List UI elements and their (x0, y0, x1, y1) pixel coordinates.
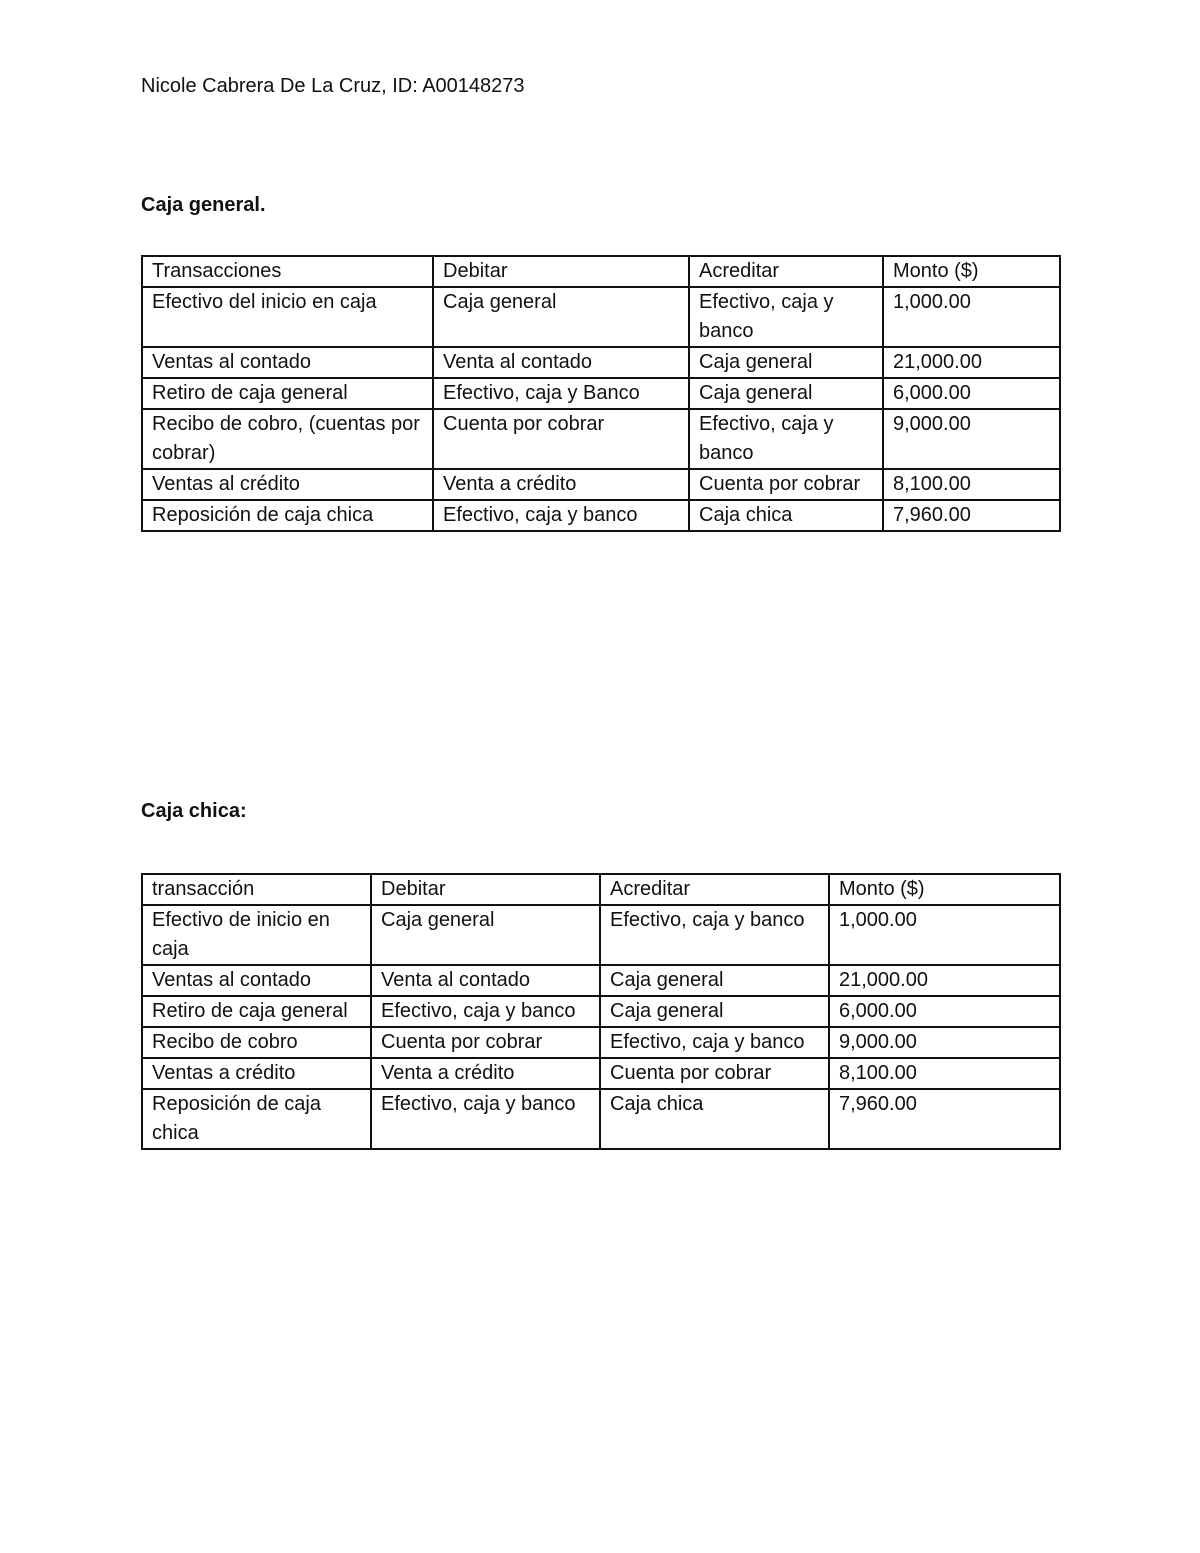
table-cell: 1,000.00 (883, 287, 1060, 347)
table-cell: 7,960.00 (883, 500, 1060, 531)
table-cell: Venta al contado (371, 965, 600, 996)
header-cell: Debitar (371, 874, 600, 905)
table-cell: Caja general (600, 996, 829, 1027)
table-cell: Caja general (371, 905, 600, 965)
header-cell: Debitar (433, 256, 689, 287)
table-cell: Efectivo, caja y banco (600, 1027, 829, 1058)
table-cell: Efectivo de inicio en caja (142, 905, 371, 965)
table-cell: 9,000.00 (829, 1027, 1060, 1058)
table-cell: Ventas a crédito (142, 1058, 371, 1089)
table-cell: Cuenta por cobrar (689, 469, 883, 500)
table-cell: Caja general (600, 965, 829, 996)
table-cell: 6,000.00 (829, 996, 1060, 1027)
author-line: Nicole Cabrera De La Cruz, ID: A00148273 (141, 75, 525, 97)
table-cell: Efectivo, caja y banco (433, 500, 689, 531)
table-cell: Reposición de caja chica (142, 500, 433, 531)
table-row (142, 996, 1060, 1027)
table-cell: Ventas al contado (142, 347, 433, 378)
table-cell: Recibo de cobro, (cuentas por cobrar) (142, 409, 433, 469)
table-header-row (142, 256, 1060, 287)
section-title-caja-chica: Caja chica: (141, 800, 247, 822)
table-cell: Cuenta por cobrar (600, 1058, 829, 1089)
table-cell: Efectivo, caja y Banco (433, 378, 689, 409)
table-row (142, 1058, 1060, 1089)
table-cell: Caja chica (600, 1089, 829, 1149)
table-row (142, 287, 1060, 347)
table-cell: Venta al contado (433, 347, 689, 378)
table-cell: Retiro de caja general (142, 996, 371, 1027)
table-row (142, 965, 1060, 996)
table-cell: Venta a crédito (433, 469, 689, 500)
table-cell: Cuenta por cobrar (433, 409, 689, 469)
table-cell: 6,000.00 (883, 378, 1060, 409)
table-cell: Efectivo, caja y banco (600, 905, 829, 965)
table-cell: Efectivo, caja y banco (689, 409, 883, 469)
table-cell: Retiro de caja general (142, 378, 433, 409)
header-cell: Monto ($) (829, 874, 1060, 905)
table-row (142, 409, 1060, 469)
table-row (142, 1027, 1060, 1058)
table-cell: Efectivo, caja y banco (371, 1089, 600, 1149)
header-cell: Acreditar (689, 256, 883, 287)
caja-chica-table (141, 873, 1061, 1150)
table-row (142, 905, 1060, 965)
table-row (142, 500, 1060, 531)
table-cell: Recibo de cobro (142, 1027, 371, 1058)
header-cell: Transacciones (142, 256, 433, 287)
table-cell: Ventas al crédito (142, 469, 433, 500)
table-cell: 9,000.00 (883, 409, 1060, 469)
section-title-caja-general: Caja general. (141, 194, 266, 216)
table-cell: 21,000.00 (883, 347, 1060, 378)
table-cell: Efectivo, caja y banco (371, 996, 600, 1027)
table-header-row (142, 874, 1060, 905)
table-cell: Reposición de caja chica (142, 1089, 371, 1149)
table-row (142, 347, 1060, 378)
table-cell: Caja general (689, 347, 883, 378)
table-cell: 8,100.00 (829, 1058, 1060, 1089)
table-cell: 7,960.00 (829, 1089, 1060, 1149)
table-cell: 21,000.00 (829, 965, 1060, 996)
table-row (142, 1089, 1060, 1149)
table-cell: Cuenta por cobrar (371, 1027, 600, 1058)
table-cell: Efectivo, caja y banco (689, 287, 883, 347)
table-cell: Caja general (689, 378, 883, 409)
table-cell: 1,000.00 (829, 905, 1060, 965)
header-cell: transacción (142, 874, 371, 905)
caja-general-table (141, 255, 1061, 532)
table-cell: Ventas al contado (142, 965, 371, 996)
table-row (142, 378, 1060, 409)
table-cell: 8,100.00 (883, 469, 1060, 500)
table-cell: Caja general (433, 287, 689, 347)
header-cell: Acreditar (600, 874, 829, 905)
table-cell: Venta a crédito (371, 1058, 600, 1089)
table-cell: Efectivo del inicio en caja (142, 287, 433, 347)
header-cell: Monto ($) (883, 256, 1060, 287)
table-cell: Caja chica (689, 500, 883, 531)
table-row (142, 469, 1060, 500)
